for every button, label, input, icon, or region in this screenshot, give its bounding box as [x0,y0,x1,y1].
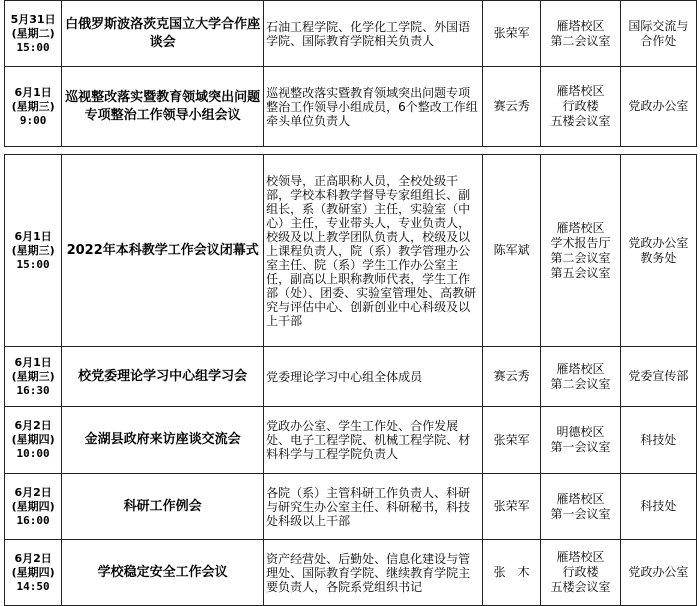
meeting-date: 6月1日 [14,85,52,99]
meeting-date: 6月2日 [14,485,52,499]
meeting-host: 陈军斌 [483,155,541,347]
meeting-weekday: (星期四) [11,433,55,446]
meeting-time-cell [5,347,62,407]
meeting-participants: 各院（系）主管科研工作负责人、科研与研究生办公室主任、科研秘书，科技处科级以上干部 [264,474,483,540]
meeting-host: 张荣军 [483,407,541,474]
table-row [5,67,697,147]
meeting-venue: 雁塔校区 学术报告厅 第二会议室 第五会议室 [541,155,620,347]
meeting-venue: 雁塔校区 行政楼 五楼会议室 [541,540,620,606]
meeting-weekday: (星期三) [11,99,55,113]
schedule-table-bottom [4,154,697,606]
meeting-title: 巡视整改落实暨教育领域突出问题专项整治工作领导小组会议 [62,67,264,147]
meeting-weekday: (星期三) [11,369,55,383]
meeting-weekday: (星期二) [11,26,55,40]
meeting-weekday: (星期四) [11,499,55,513]
meeting-title: 金湖县政府来访座谈交流会 [62,407,264,474]
meeting-weekday: (星期三) [11,243,55,257]
meeting-venue: 雁塔校区 行政楼 五楼会议室 [541,67,620,147]
table-row [5,540,697,606]
meeting-clock: 15:00 [16,40,50,54]
meeting-clock: 15:00 [16,257,50,271]
schedule-table-body-top [5,1,697,147]
meeting-title: 白俄罗斯波洛茨克国立大学合作座谈会 [62,1,264,67]
meeting-participants: 巡视整改落实暨教育领域突出问题专项整治工作领导小组成员，6个整改工作组牵头单位负责人 [264,67,483,147]
organizing-department: 党委宣传部 [620,347,696,407]
organizing-department: 科技处 [620,407,696,474]
table-row [5,474,697,540]
meeting-participants: 党政办公室、学生工作处、合作发展处、电子工程学院、机械工程学院、材料科学与工程学院负责人 [264,407,483,474]
meeting-participants: 石油工程学院、化学化工学院、外国语学院、国际教育学院相关负责人 [264,1,483,67]
meeting-venue: 明德校区 第一会议室 [541,407,620,474]
organizing-department: 党政办公室 [620,67,696,147]
meeting-host: 赛云秀 [483,67,541,147]
meeting-venue: 雁塔校区 第一会议室 [541,474,620,540]
meeting-time-cell [5,1,62,67]
meeting-date: 6月2日 [14,551,52,565]
meeting-title: 科研工作例会 [62,474,264,540]
meeting-title: 学校稳定安全工作会议 [62,540,264,606]
meeting-date: 6月1日 [14,229,52,243]
meeting-weekday: (星期四) [11,565,55,579]
meeting-title: 校党委理论学习中心组学习会 [62,347,264,407]
meeting-host: 张荣军 [483,1,541,67]
meeting-participants: 资产经营处、后勤处、信息化建设与管理处、国际教育学院、继续教育学院主要负责人，各院系党组织书记 [264,540,483,606]
organizing-department: 党政办公室 教务处 [620,155,696,347]
meeting-time-cell [5,67,62,147]
meeting-title: 2022年本科教学工作会议闭幕式 [62,155,264,347]
meeting-clock: 16:00 [16,513,50,527]
table-row [5,1,697,67]
meeting-participants: 校领导，正高职称人员，全校处级干部，学校本科教学督导专家组组长、副组长，系（教研室）主任，实验室（中心）主任，专业带头人，专业负责人，校级及以上教学团队负责人，校级及以上课程负责人，院（系）教学管理办公室主任、院（系）学生工作办公室主任，副高以上职称教师代表，学生工作部（处）、团委、实验室管理处、高教研究与评估中心、创新创业中心科级及以上干部 [264,155,483,347]
meeting-clock: 16:30 [16,383,50,397]
meeting-participants: 党委理论学习中心组全体成员 [264,347,483,407]
schedule-table-body-bottom [5,155,697,606]
meeting-clock: 9:00 [19,113,47,127]
meeting-clock: 10:00 [16,447,50,460]
meeting-host: 张 木 [483,540,541,606]
meeting-time-cell [5,474,62,540]
meeting-date: 6月1日 [14,355,52,369]
meeting-host: 赛云秀 [483,347,541,407]
meeting-time-cell [5,155,62,347]
meeting-clock: 14:50 [16,579,50,593]
schedule-table-top [4,0,697,147]
meeting-host: 张荣军 [483,474,541,540]
meeting-time-cell [5,540,62,606]
organizing-department: 国际交流与合作处 [620,1,696,67]
table-row [5,407,697,474]
meeting-time-cell [5,407,62,474]
meeting-date: 6月2日 [14,419,52,432]
organizing-department: 党政办公室 [620,540,696,606]
table-row [5,347,697,407]
table-row [5,155,697,347]
meeting-date: 5月31日 [10,12,56,26]
organizing-department: 科技处 [620,474,696,540]
meeting-venue: 雁塔校区 第二会议室 [541,347,620,407]
meeting-venue: 雁塔校区 第二会议室 [541,1,620,67]
